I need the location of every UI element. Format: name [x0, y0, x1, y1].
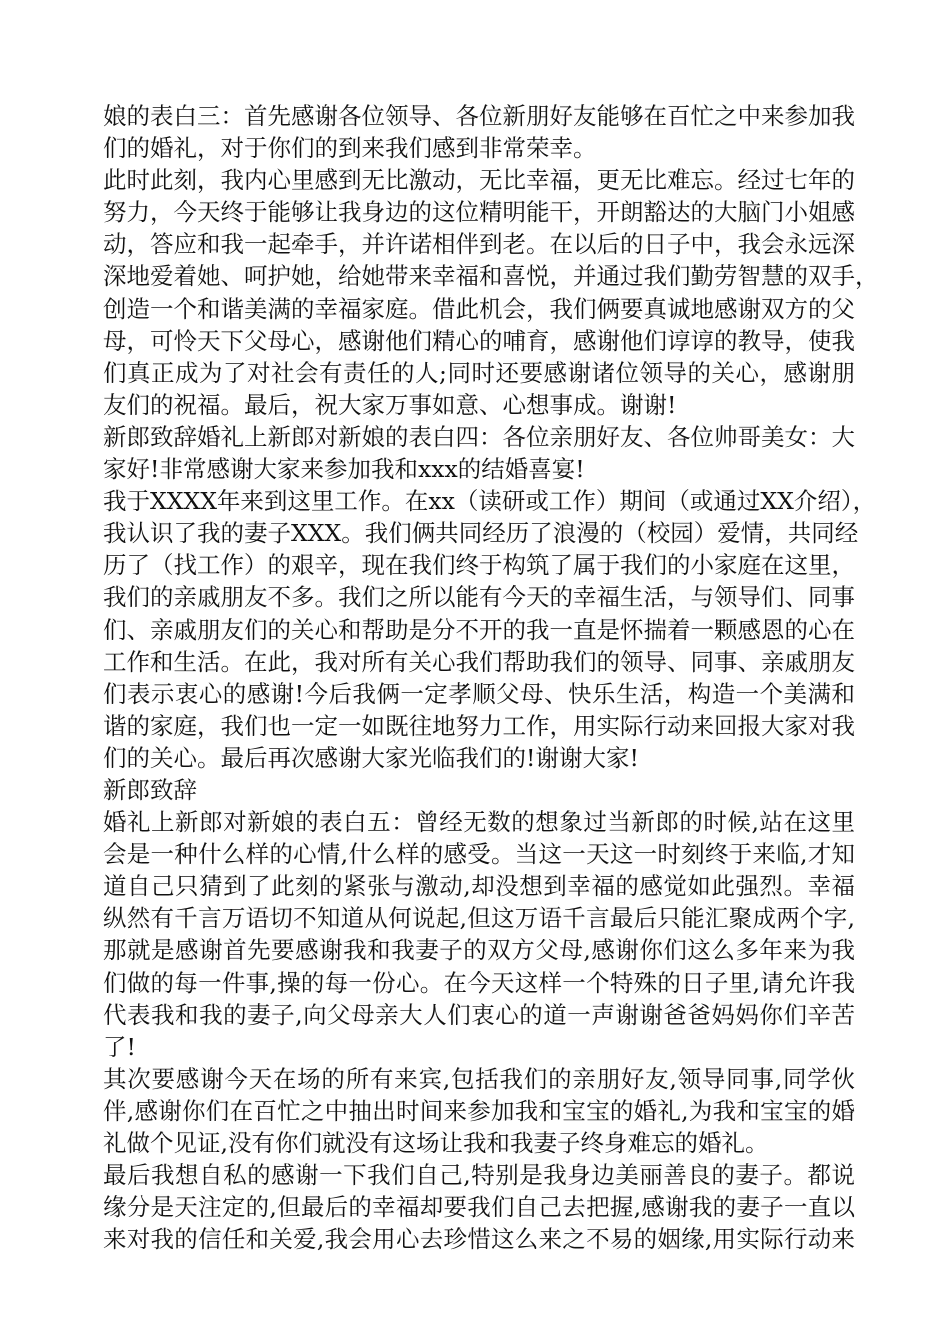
document-body: [103, 100, 879, 1255]
text-line: 缘分是天注定的,但最后的幸福却要我们自己去把握,感谢我的妻子一直以: [103, 1193, 855, 1222]
text-line: 我于XXXX年来到这里工作。在xx（读研或工作）期间（或通过XX介绍），: [103, 487, 877, 516]
text-line: 工作和生活。在此，我对所有关心我们帮助我们的领导、同事、亲戚朋友: [103, 647, 855, 676]
text-line: 动，答应和我一起牵手，并许诺相伴到老。在以后的日子中，我会永远深: [103, 230, 855, 259]
text-line: 母，可怜天下父母心，感谢他们精心的哺育，感谢他们谆谆的教导，使我: [103, 326, 855, 355]
text-line: 娘的表白三：首先感谢各位领导、各位新朋好友能够在百忙之中来参加我: [103, 102, 855, 130]
text-line: 最后我想自私的感谢一下我们自己,特别是我身边美丽善良的妻子。都说: [103, 1161, 855, 1190]
text-line: 们、亲戚朋友们的关心和帮助是分不开的我一直是怀揣着一颗感恩的心在: [103, 615, 855, 644]
text-line: 我认识了我的妻子XXX。我们俩共同经历了浪漫的（校园）爱情，共同经: [103, 519, 859, 548]
text-line: 新郎致辞: [103, 775, 197, 804]
text-line: 历了（找工作）的艰辛，现在我们终于构筑了属于我们的小家庭在这里，: [103, 551, 855, 580]
text-line: 其次要感谢今天在场的所有来宾,包括我们的亲朋好友,领导同事,同学伙: [103, 1064, 855, 1093]
text-line: 们做的每一件事,操的每一份心。在今天这样一个特殊的日子里,请允许我: [103, 968, 855, 997]
text-line: 纵然有千言万语切不知道从何说起,但这万语千言最后只能汇聚成两个字,: [103, 904, 855, 933]
text-line: 深地爱着她、呵护她，给她带来幸福和喜悦，并通过我们勤劳智慧的双手，: [103, 262, 879, 291]
text-line: 们的婚礼，对于你们的到来我们感到非常荣幸。: [103, 134, 597, 163]
text-line: 谐的家庭，我们也一定一如既往地努力工作，用实际行动来回报大家对我: [103, 711, 855, 740]
text-line: 创造一个和谐美满的幸福家庭。借此机会，我们俩要真诚地感谢双方的父: [103, 294, 855, 323]
text-line: 新郎致辞婚礼上新郎对新娘的表白四：各位亲朋好友、各位帅哥美女：大: [103, 422, 855, 451]
text-line: 代表我和我的妻子,向父母亲大人们衷心的道一声谢谢爸爸妈妈你们辛苦: [103, 1000, 855, 1029]
text-line: 家好!非常感谢大家来参加我和xxx的结婚喜宴!: [103, 455, 585, 484]
text-line: 道自己只猜到了此刻的紧张与激动,却没想到幸福的感觉如此强烈。幸福: [103, 872, 855, 901]
text-line: 们真正成为了对社会有责任的人;同时还要感谢诸位领导的关心，感谢朋: [103, 358, 855, 387]
text-line: 此时此刻，我内心里感到无比激动，无比幸福，更无比难忘。经过七年的: [103, 166, 855, 195]
text-line: 努力，今天终于能够让我身边的这位精明能干，开朗豁达的大脑门小姐感: [103, 198, 855, 227]
text-line: 们的关心。最后再次感谢大家光临我们的!谢谢大家!: [103, 743, 639, 772]
text-line: 友们的祝福。最后，祝大家万事如意、心想事成。谢谢!: [103, 390, 677, 419]
text-line: 礼做个见证,没有你们就没有这场让我和我妻子终身难忘的婚礼。: [103, 1129, 769, 1157]
text-line: 婚礼上新郎对新娘的表白五：曾经无数的想象过当新郎的时候,站在这里: [103, 808, 855, 837]
text-line: 了!: [103, 1032, 136, 1061]
text-line: 那就是感谢首先要感谢我和我妻子的双方父母,感谢你们这么多年来为我: [103, 936, 855, 965]
text-line: 们表示衷心的感谢!今后我俩一定孝顺父母、快乐生活，构造一个美满和: [103, 679, 855, 708]
text-line: 来对我的信任和关爱,我会用心去珍惜这么来之不易的姻缘,用实际行动来: [103, 1225, 855, 1254]
text-line: 伴,感谢你们在百忙之中抽出时间来参加我和宝宝的婚礼,为我和宝宝的婚: [103, 1096, 855, 1125]
text-line: 我们的亲戚朋友不多。我们之所以能有今天的幸福生活，与领导们、同事: [103, 583, 855, 612]
text-line: 会是一种什么样的心情,什么样的感受。当这一天这一时刻终于来临,才知: [103, 840, 855, 869]
